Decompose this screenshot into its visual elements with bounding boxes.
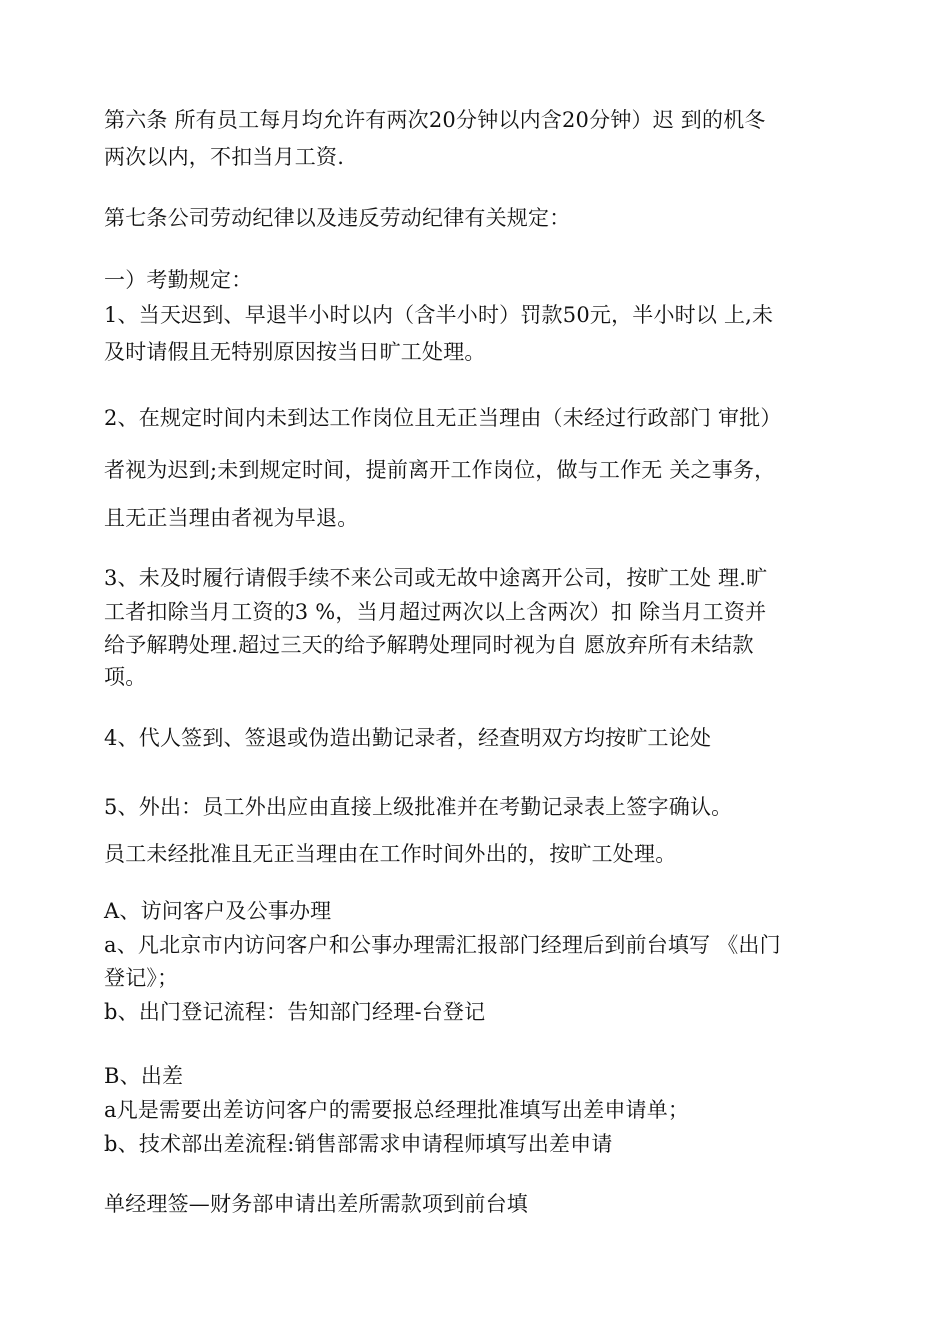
- text-line: 给予解聘处理.超过三天的给予解聘处理同时视为自 愿放弃所有未结款: [104, 633, 754, 657]
- text-line: b、出门登记流程：告知部门经理-台登记: [104, 1000, 486, 1024]
- text-line: 及时请假且无特别原因按当日旷工处理。: [104, 340, 486, 364]
- text-line: 登记》；: [104, 966, 179, 990]
- text-line: 第七条公司劳动纪律以及违反劳动纪律有关规定：: [104, 206, 571, 230]
- text-line: 4、代人签到、签退或伪造出勤记录者，经查明双方均按旷工论处: [104, 726, 712, 750]
- text-line: 一）考勤规定：: [104, 268, 253, 292]
- text-line: 1、当天迟到、早退半小时以内（含半小时）罚款50元，半小时以 上,未: [104, 303, 774, 327]
- text-line: 5、外出：员工外出应由直接上级批准并在考勤记录表上签字确认。: [104, 795, 733, 819]
- text-line: 两次以内，不扣当月工资.: [104, 145, 345, 169]
- text-line: 者视为迟到;未到规定时间，提前离开工作岗位，做与工作无 关之事务，: [104, 458, 776, 482]
- text-line: 第六条 所有员工每月均允许有两次20分钟以内含20分钟）迟 到的机冬: [104, 108, 766, 132]
- text-line: 员工未经批准且无正当理由在工作时间外出的，按旷工处理。: [104, 842, 677, 866]
- text-line: 单经理签—财务部申请出差所需款项到前台填: [104, 1192, 528, 1216]
- text-line: a、凡北京市内访问客户和公事办理需汇报部门经理后到前台填写 《出门: [104, 933, 781, 957]
- text-line: B、出差: [104, 1064, 184, 1088]
- text-line: 2、在规定时间内未到达工作岗位且无正当理由（未经过行政部门 审批）: [104, 406, 782, 430]
- text-line: 项。: [104, 665, 147, 689]
- text-line: 工者扣除当月工资的3 %，当月超过两次以上含两次）扣 除当月工资并: [104, 600, 767, 624]
- text-line: 且无正当理由者视为早退。: [104, 506, 359, 530]
- text-line: a凡是需要出差访问客户的需要报总经理批准填写出差申请单；: [104, 1098, 690, 1122]
- text-line: b、技术部出差流程:销售部需求申请程师填写出差申请: [104, 1132, 613, 1156]
- text-line: A、访问客户及公事办理: [104, 899, 332, 923]
- text-line: 3、未及时履行请假手续不来公司或无故中途离开公司，按旷工处 理.旷: [104, 566, 768, 590]
